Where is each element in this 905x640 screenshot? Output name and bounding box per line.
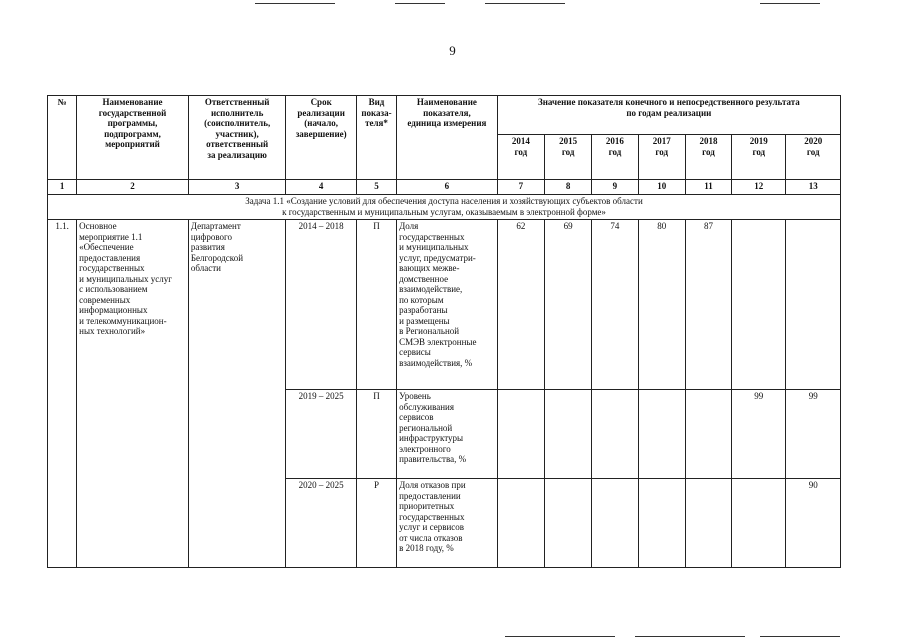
- top-edge-line: [760, 3, 820, 4]
- value-cell: [497, 479, 544, 568]
- value-cell: [732, 479, 786, 568]
- value-cell: [685, 479, 731, 568]
- row-term: 2019 – 2025: [286, 390, 356, 479]
- bottom-edge-line: [635, 636, 745, 637]
- value-cell: [497, 390, 544, 479]
- value-cell: [638, 479, 685, 568]
- value-cell: 99: [732, 390, 786, 479]
- header-program-name: Наименование государственной программы, подпрограмм, мероприятий: [77, 96, 189, 180]
- value-cell: 74: [592, 220, 638, 390]
- bottom-edge-line: [760, 636, 840, 637]
- value-cell: [685, 390, 731, 479]
- row-indicator-kind: П: [356, 220, 396, 390]
- value-cell: [592, 390, 638, 479]
- header-year: 2017 год: [638, 135, 685, 180]
- value-cell: [545, 479, 592, 568]
- column-number: 10: [638, 180, 685, 195]
- value-cell: [592, 479, 638, 568]
- header-year: 2019 год: [732, 135, 786, 180]
- column-number: 13: [786, 180, 841, 195]
- column-number: 11: [685, 180, 731, 195]
- value-cell: 99: [786, 390, 841, 479]
- indicators-table: [47, 95, 841, 568]
- column-number: 6: [397, 180, 498, 195]
- table-row: [48, 220, 841, 390]
- column-number: 5: [356, 180, 396, 195]
- row-indicator-kind: Р: [356, 479, 396, 568]
- activity-executor: Департамент цифрового развития Белгородской области: [188, 220, 286, 568]
- task-row: [48, 195, 841, 220]
- column-number: 2: [77, 180, 189, 195]
- row-indicator-kind: П: [356, 390, 396, 479]
- top-edge-line: [485, 3, 565, 4]
- header-row: [48, 96, 841, 135]
- row-indicator-name: Доля отказов при предоставлении приоритетных государственных услуг и сервисов от числа отказов в 2018 году, %: [397, 479, 498, 568]
- column-number: 9: [592, 180, 638, 195]
- bottom-edge-line: [505, 636, 615, 637]
- value-cell: 62: [497, 220, 544, 390]
- task-title: Задача 1.1 «Создание условий для обеспечения доступа населения и хозяйствующих субъектов области к государственным и муниципальным услугам, оказываемым в электронной форме»: [48, 195, 841, 220]
- activity-number: 1.1.: [48, 220, 77, 568]
- column-number: 7: [497, 180, 544, 195]
- value-cell: 80: [638, 220, 685, 390]
- column-number: 12: [732, 180, 786, 195]
- column-numbers-row: [48, 180, 841, 195]
- row-indicator-name: Доля государственных и муниципальных услуг, предусматри- вающих межве- домственное взаимодействие, по которым разработаны и размещены в Региональной СМЭВ электронные сервисы взаимодействия, %: [397, 220, 498, 390]
- column-number: 1: [48, 180, 77, 195]
- column-number: 8: [545, 180, 592, 195]
- value-cell: [732, 220, 786, 390]
- activity-name: Основное мероприятие 1.1 «Обеспечение предоставления государственных и муниципальных услуг с использованием современных информационных и телекоммуникацион- ных технологий»: [77, 220, 189, 568]
- page-number: 9: [449, 43, 456, 58]
- column-number: 3: [188, 180, 286, 195]
- header-year: 2016 год: [592, 135, 638, 180]
- header-indicator-kind: Вид показа- теля*: [356, 96, 396, 180]
- column-number: 4: [286, 180, 356, 195]
- header-executor: Ответственный исполнитель (соисполнитель, участник), ответственный за реализацию: [188, 96, 286, 180]
- value-cell: 90: [786, 479, 841, 568]
- header-number: №: [48, 96, 77, 180]
- header-indicator-name: Наименование показателя, единица измерения: [397, 96, 498, 180]
- header-year: 2018 год: [685, 135, 731, 180]
- value-cell: 69: [545, 220, 592, 390]
- value-cell: [638, 390, 685, 479]
- value-cell: [786, 220, 841, 390]
- row-term: 2020 – 2025: [286, 479, 356, 568]
- value-cell: 87: [685, 220, 731, 390]
- header-values-group: Значение показателя конечного и непосредственного результата по годам реализации: [497, 96, 840, 135]
- value-cell: [545, 390, 592, 479]
- header-year: 2020 год: [786, 135, 841, 180]
- header-year: 2014 год: [497, 135, 544, 180]
- row-indicator-name: Уровень обслуживания сервисов региональной инфраструктуры электронного правительства, %: [397, 390, 498, 479]
- row-term: 2014 – 2018: [286, 220, 356, 390]
- top-edge-line: [395, 3, 445, 4]
- header-year: 2015 год: [545, 135, 592, 180]
- top-edge-line: [255, 3, 335, 4]
- header-term: Срок реализации (начало, завершение): [286, 96, 356, 180]
